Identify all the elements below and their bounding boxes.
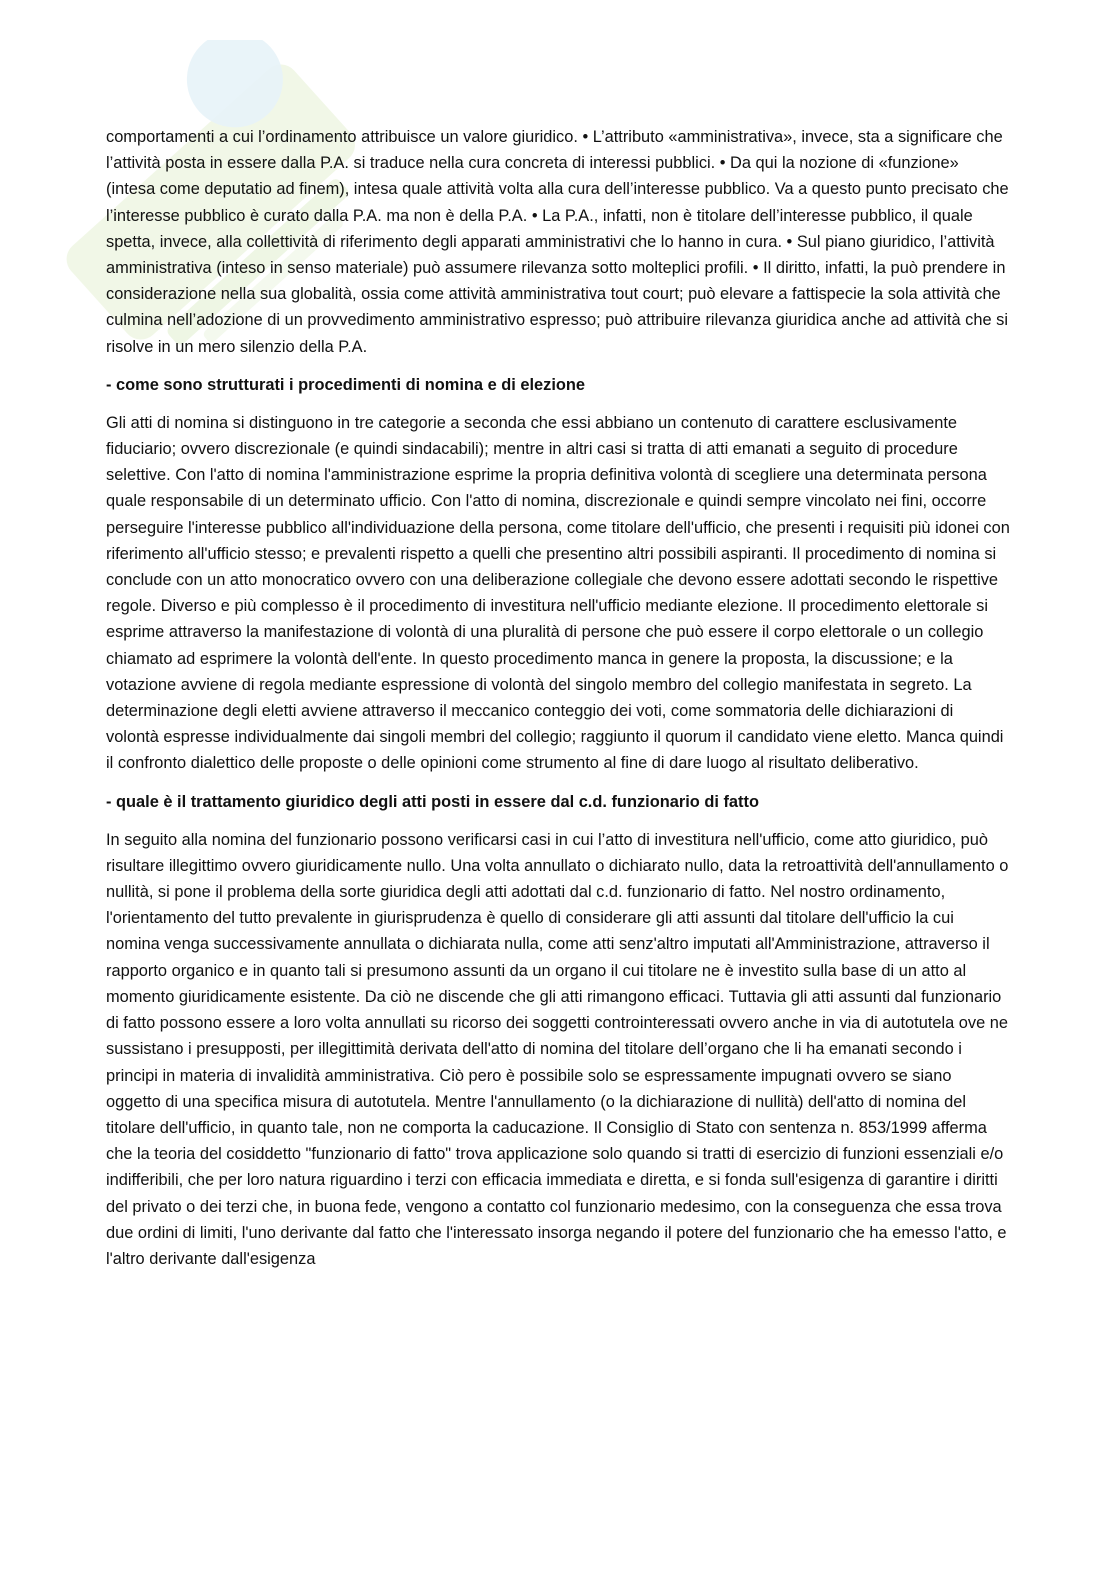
paragraph-funzionario-di-fatto: In seguito alla nomina del funzionario possono verificarsi casi in cui l’atto di investitura nell'ufficio, come atto giuridico, può risultare illegittimo ovvero giuridicamente nullo. Una volta annullato o dichiarato nullo, data la retroattività dell'annullamento o nullità, si pone il problema della sorte giuridica degli atti adottati dal c.d. funzionario di fatto. Nel nostro ordinamento, l'orientamento del tutto prevalente in giurisprudenza è quello di considerare gli atti assunti dal titolare dell'ufficio la cui nomina venga successivamente annullata o dichiarata nulla, come atti senz'altro imputati all'Amministrazione, attraverso il rapporto organico e in quanto tali si presumono assunti da un organo il cui titolare ne è investito sulla base di un atto al momento giuridicamente esistente. Da ciò ne discende che gli atti rimangono efficaci. Tuttavia gli atti assunti dal funzionario di fatto possono essere a loro volta annullati su ricorso dei soggetti controinteressati ovvero anche in via di autotutela ove ne sussistano i presupposti, per illegittimità derivata dell'atto di nomina del titolare dell’organo che li ha emanati secondo i principi in materia di invalidità amministrativa. Ciò pero è possibile solo se espressamente impugnati ovvero se siano oggetto di una specifica misura di autotutela. Mentre l'annullamento (o la dichiarazione di nullità) dell'atto di nomina del titolare dell'ufficio, in quanto tale, non ne comporta la caducazione. Il Consiglio di Stato con sentenza n. 853/1999 afferma che la teoria del cosiddetto "funzionario di fatto" trova applicazione solo quando si tratti di esercizio di funzioni essenziali e/o indifferibili, che per loro natura riguardino i terzi con efficacia immediata e diretta, e si fonda sull'esigenza di garantire i diritti del privato o dei terzi che, in buona fede, vengono a contatto col funzionario medesimo, con la conseguenza che essa trova due ordini di limiti, l'uno derivante dal fatto che l'interessato insorga negando il potere del funzionario che ha emesso l'atto, e l'altro derivante dall'esigenza (106, 830, 1009, 1268)
paragraph-intro: comportamenti a cui l’ordinamento attribuisce un valore giuridico. • L’attributo «amministrativa», invece, sta a significare che l’attività posta in essere dalla P.A. si traduce nella cura concreta di interessi pubblici. • Da qui la nozione di «funzione» (intesa come deputatio ad finem), intesa quale attività volta alla cura dell’interesse pubblico. Va a questo punto precisato che l’interesse pubblico è curato dalla P.A. ma non è della P.A. • La P.A., infatti, non è titolare dell’interesse pubblico, il quale spetta, invece, alla collettività di riferimento degli apparati amministrativi che lo hanno in cura. • Sul piano giuridico, l’attività amministrativa (inteso in senso materiale) può assumere rilevanza sotto molteplici profili. • Il diritto, infatti, la può prendere in considerazione nella sua globalità, ossia come attività amministrativa tout court; può elevare a fattispecie la sola attività che culmina nell’adozione di un provvedimento amministrativo espresso; può attribuire rilevanza giuridica anche ad attività che si risolve in un mero silenzio della P.A. (106, 128, 1009, 356)
paragraph-nomina-elezione: Gli atti di nomina si distinguono in tre categorie a seconda che essi abbiano un contenuto di carattere esclusivamente fiduciario; ovvero discrezionale (e quindi sindacabili); mentre in altri casi si tratta di atti emanati a seguito di procedure selettive. Con l'atto di nomina l'amministrazione esprime la propria definitiva volontà di scegliere una determinata persona quale responsabile di un determinato ufficio. Con l'atto di nomina, discrezionale e quindi sempre vincolato nei fini, occorre perseguire l'interesse pubblico all'individuazione della persona, come titolare dell'ufficio, che presenti i requisiti più idonei con riferimento all'ufficio stesso; e prevalenti rispetto a quelli che presentino altri possibili aspiranti. Il procedimento di nomina si conclude con un atto monocratico ovvero con una deliberazione collegiale che devono essere adottati secondo le rispettive regole. Diverso e più complesso è il procedimento di investitura nell'ufficio mediante elezione. Il procedimento elettorale si esprime attraverso la manifestazione di volontà di una pluralità di persone che può essere il corpo elettorale o un collegio chiamato ad esprimere la volontà dell'ente. In questo procedimento manca in genere la proposta, la discussione; e la votazione avviene di regola mediante espressione di volontà del singolo membro del collegio manifestata in segreto. La determinazione degli eletti avviene attraverso il meccanico conteggio dei voti, come sommatoria delle dichiarazioni di volontà espresse individualmente dai singoli membri del collegio; raggiunto il quorum il candidato viene eletto. Manca quindi il confronto dialettico delle proposte o delle opinioni come strumento al fine di dare luogo al risultato deliberativo. (106, 413, 1010, 773)
document-content (106, 124, 1010, 1272)
section-heading-nomina-elezione: - come sono strutturati i procedimenti di nomina e di elezione (106, 375, 586, 394)
section-heading-funzionario-di-fatto: - quale è il trattamento giuridico degli atti posti in essere dal c.d. funzionario di fatto (106, 792, 759, 811)
